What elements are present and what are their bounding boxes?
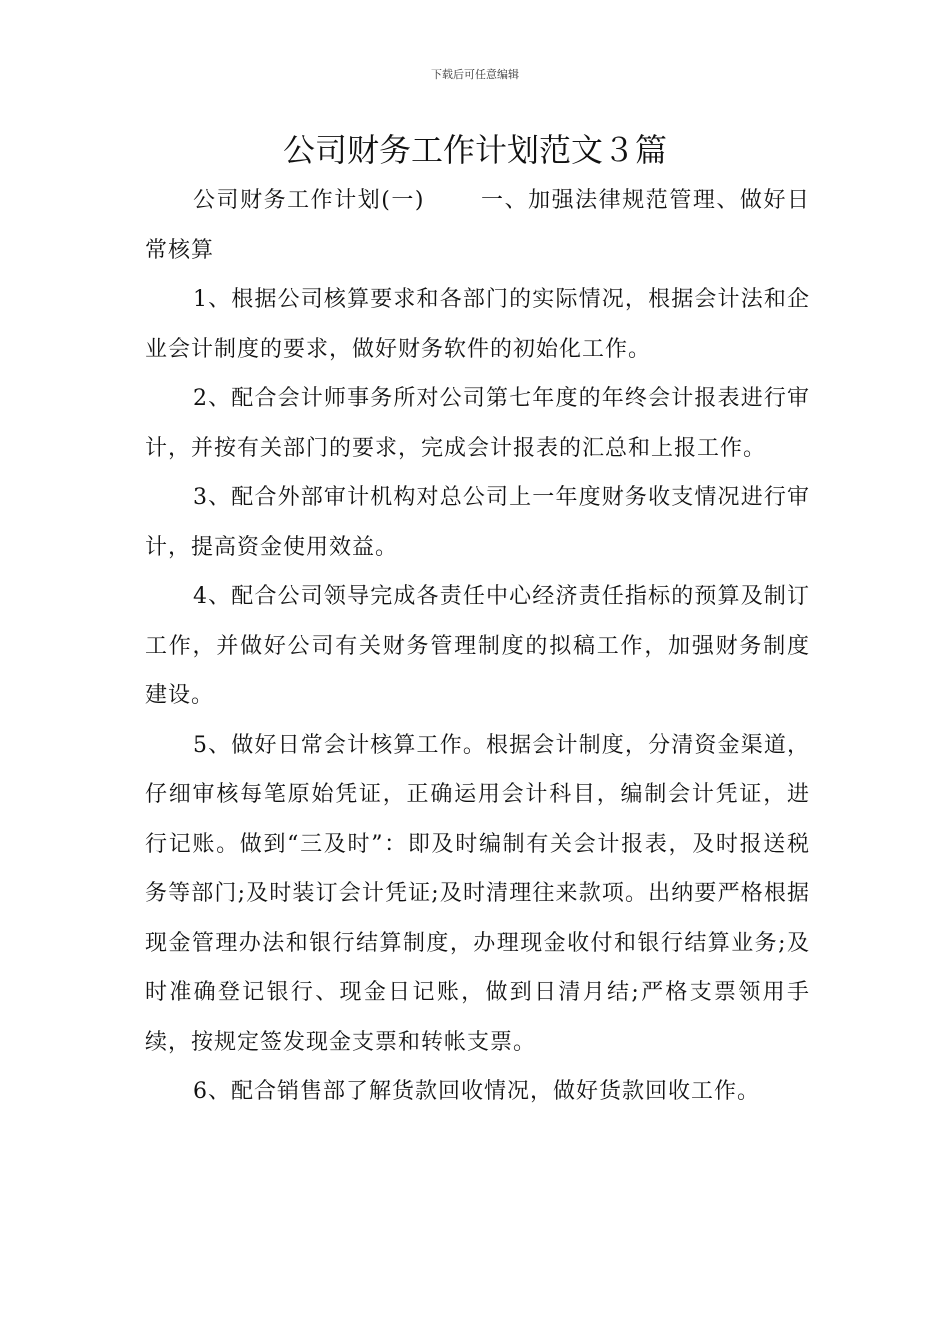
header-note: 下载后可任意编辑 xyxy=(431,68,519,81)
document-title: 公司财务工作计划范文３篇 xyxy=(282,131,667,169)
paragraph-2: 2、配合会计师事务所对公司第七年度的年终会计报表进行审计，并按有关部门的要求，完成会计报表的汇总和上报工作。 xyxy=(145,386,810,461)
intro-paragraph xyxy=(145,176,810,275)
paragraph-3: 3、配合外部审计机构对总公司上一年度财务收支情况进行审计，提高资金使用效益。 xyxy=(145,485,810,560)
document-body xyxy=(145,176,810,1117)
paragraph-6: 6、配合销售部了解货款回收情况，做好货款回收工作。 xyxy=(193,1079,760,1104)
plan-heading: 公司财务工作计划(一) xyxy=(193,188,425,213)
paragraph-1: 1、根据公司核算要求和各部门的实际情况，根据会计法和企业会计制度的要求，做好财务软件的初始化工作。 xyxy=(145,287,810,362)
section-heading: 一、加强法律规范管理、做好日常核算 xyxy=(145,188,810,263)
paragraph-5: 5、做好日常会计核算工作。根据会计制度，分清资金渠道，仔细审核每笔原始凭证，正确运用会计科目，编制会计凭证，进行记账。做到“三及时”：即及时编制有关会计报表，及时报送税务等部门;及时装订会计凭证;及时清理往来款项。出纳要严格根据现金管理办法和银行结算制度，办理现金收付和银行结算业务;及时准确登记银行、现金日记账，做到日清月结;严格支票领用手续，按规定签发现金支票和转帐支票。 xyxy=(145,732,810,1055)
paragraph-4: 4、配合公司领导完成各责任中心经济责任指标的预算及制订工作，并做好公司有关财务管理制度的拟稿工作，加强财务制度建设。 xyxy=(145,584,810,708)
